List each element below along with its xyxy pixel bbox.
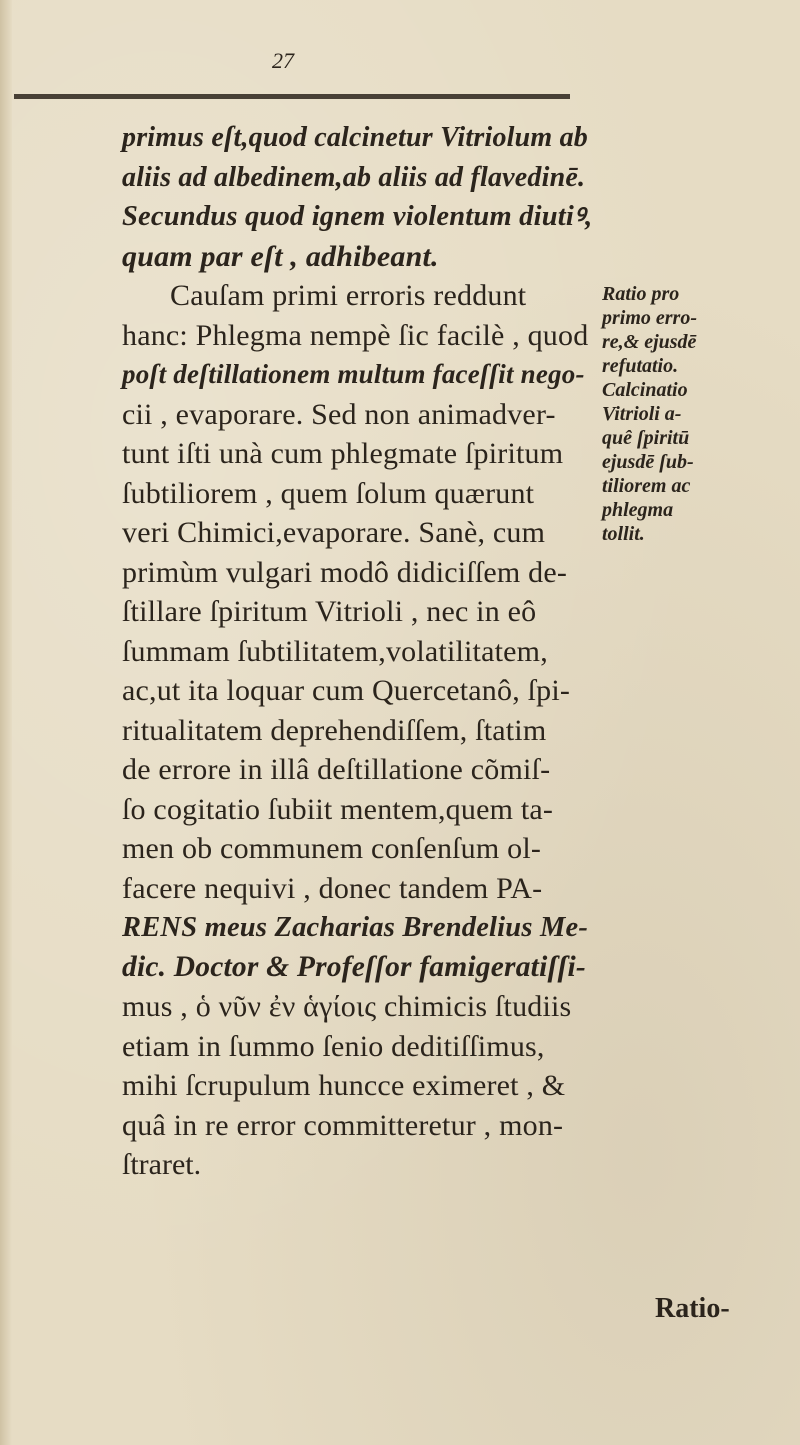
text-line: ſo cogitatio ſubiit mentem,quem ta- [122,792,554,826]
page-gutter [0,0,12,1445]
margin-note-line: Vitrioli a- [602,403,682,425]
margin-note-line: phlegma [602,499,674,521]
text-line: mus , ὁ νῦν ἐν ἁγίοις chimicis ſtudiis [122,990,572,1023]
margin-note [602,282,792,546]
text-line: quâ in re error committeretur , mon- [122,1108,564,1142]
catchword: Ratio- [655,1293,730,1324]
margin-note-line: ejusdē ſub- [602,451,694,473]
margin-note-line: Calcinatio [602,379,688,401]
text-line: quam par eſt , adhibeant. [122,239,439,273]
text-line: facere nequivi , donec tandem PA- [122,871,543,905]
text-line: mihi ſcrupulum huncce eximeret , & [122,1069,566,1102]
text-line: ſubtiliorem , quem ſolum quærunt [122,476,535,510]
margin-note-line: Ratio pro [602,283,680,305]
text-line: ſummam ſubtilitatem,volatilitatem, [122,634,548,668]
margin-note-line: tiliorem ac [602,475,691,497]
text-line: hanc: Phlegma nempè ſic facilè , quod [122,318,589,352]
text-line: primus eſt,quod calcinetur Vitriolum ab [122,122,588,153]
margin-note-line: quê ſpiritū [602,427,690,449]
text-line: Cauſam primi erroris reddunt [170,279,527,312]
text-line: ac,ut ita loquar cum Quercetanô, ſpi- [122,674,571,707]
margin-note-line: tollit. [602,523,645,545]
text-line: RENS meus Zacharias Brendelius Me- [122,912,589,943]
main-text-block [122,118,592,1185]
text-line: etiam in ſummo ſenio deditiſſimus, [122,1029,545,1063]
text-line: ſtillare ſpiritum Vitrioli , nec in eô [122,595,537,628]
text-line: primùm vulgari modô didiciſſem de- [122,555,568,589]
text-line: men ob communem conſenſum ol- [122,832,542,865]
text-line: veri Chimici,evaporare. Sanè, cum [122,516,546,549]
margin-note-line: refutatio. [602,355,679,377]
text-line: tunt iſti unà cum phlegmate ſpiritum [122,437,564,470]
text-line: aliis ad albedinem,ab aliis ad flavedinē. [122,161,586,193]
header-rule [14,94,570,99]
page-number: 27 [272,48,294,73]
text-line: ſtraret. [122,1148,202,1181]
margin-note-line: primo erro- [602,307,697,329]
margin-note-line: re,& ejusdē [602,331,697,353]
text-line: Secundus quod ignem violentum diutiꝰ, [122,201,593,232]
text-line: cii , evaporare. Sed non animadver- [122,397,556,431]
text-line: poſt deſtillationem multum faceſſit nego- [122,359,585,389]
text-line: ritualitatem deprehendiſſem, ſtatim [122,713,547,747]
text-line: dic. Doctor & Profeſſor famigeratiſſi- [122,950,586,983]
text-line: de errore in illâ deſtillatione cõmiſ- [122,753,551,786]
